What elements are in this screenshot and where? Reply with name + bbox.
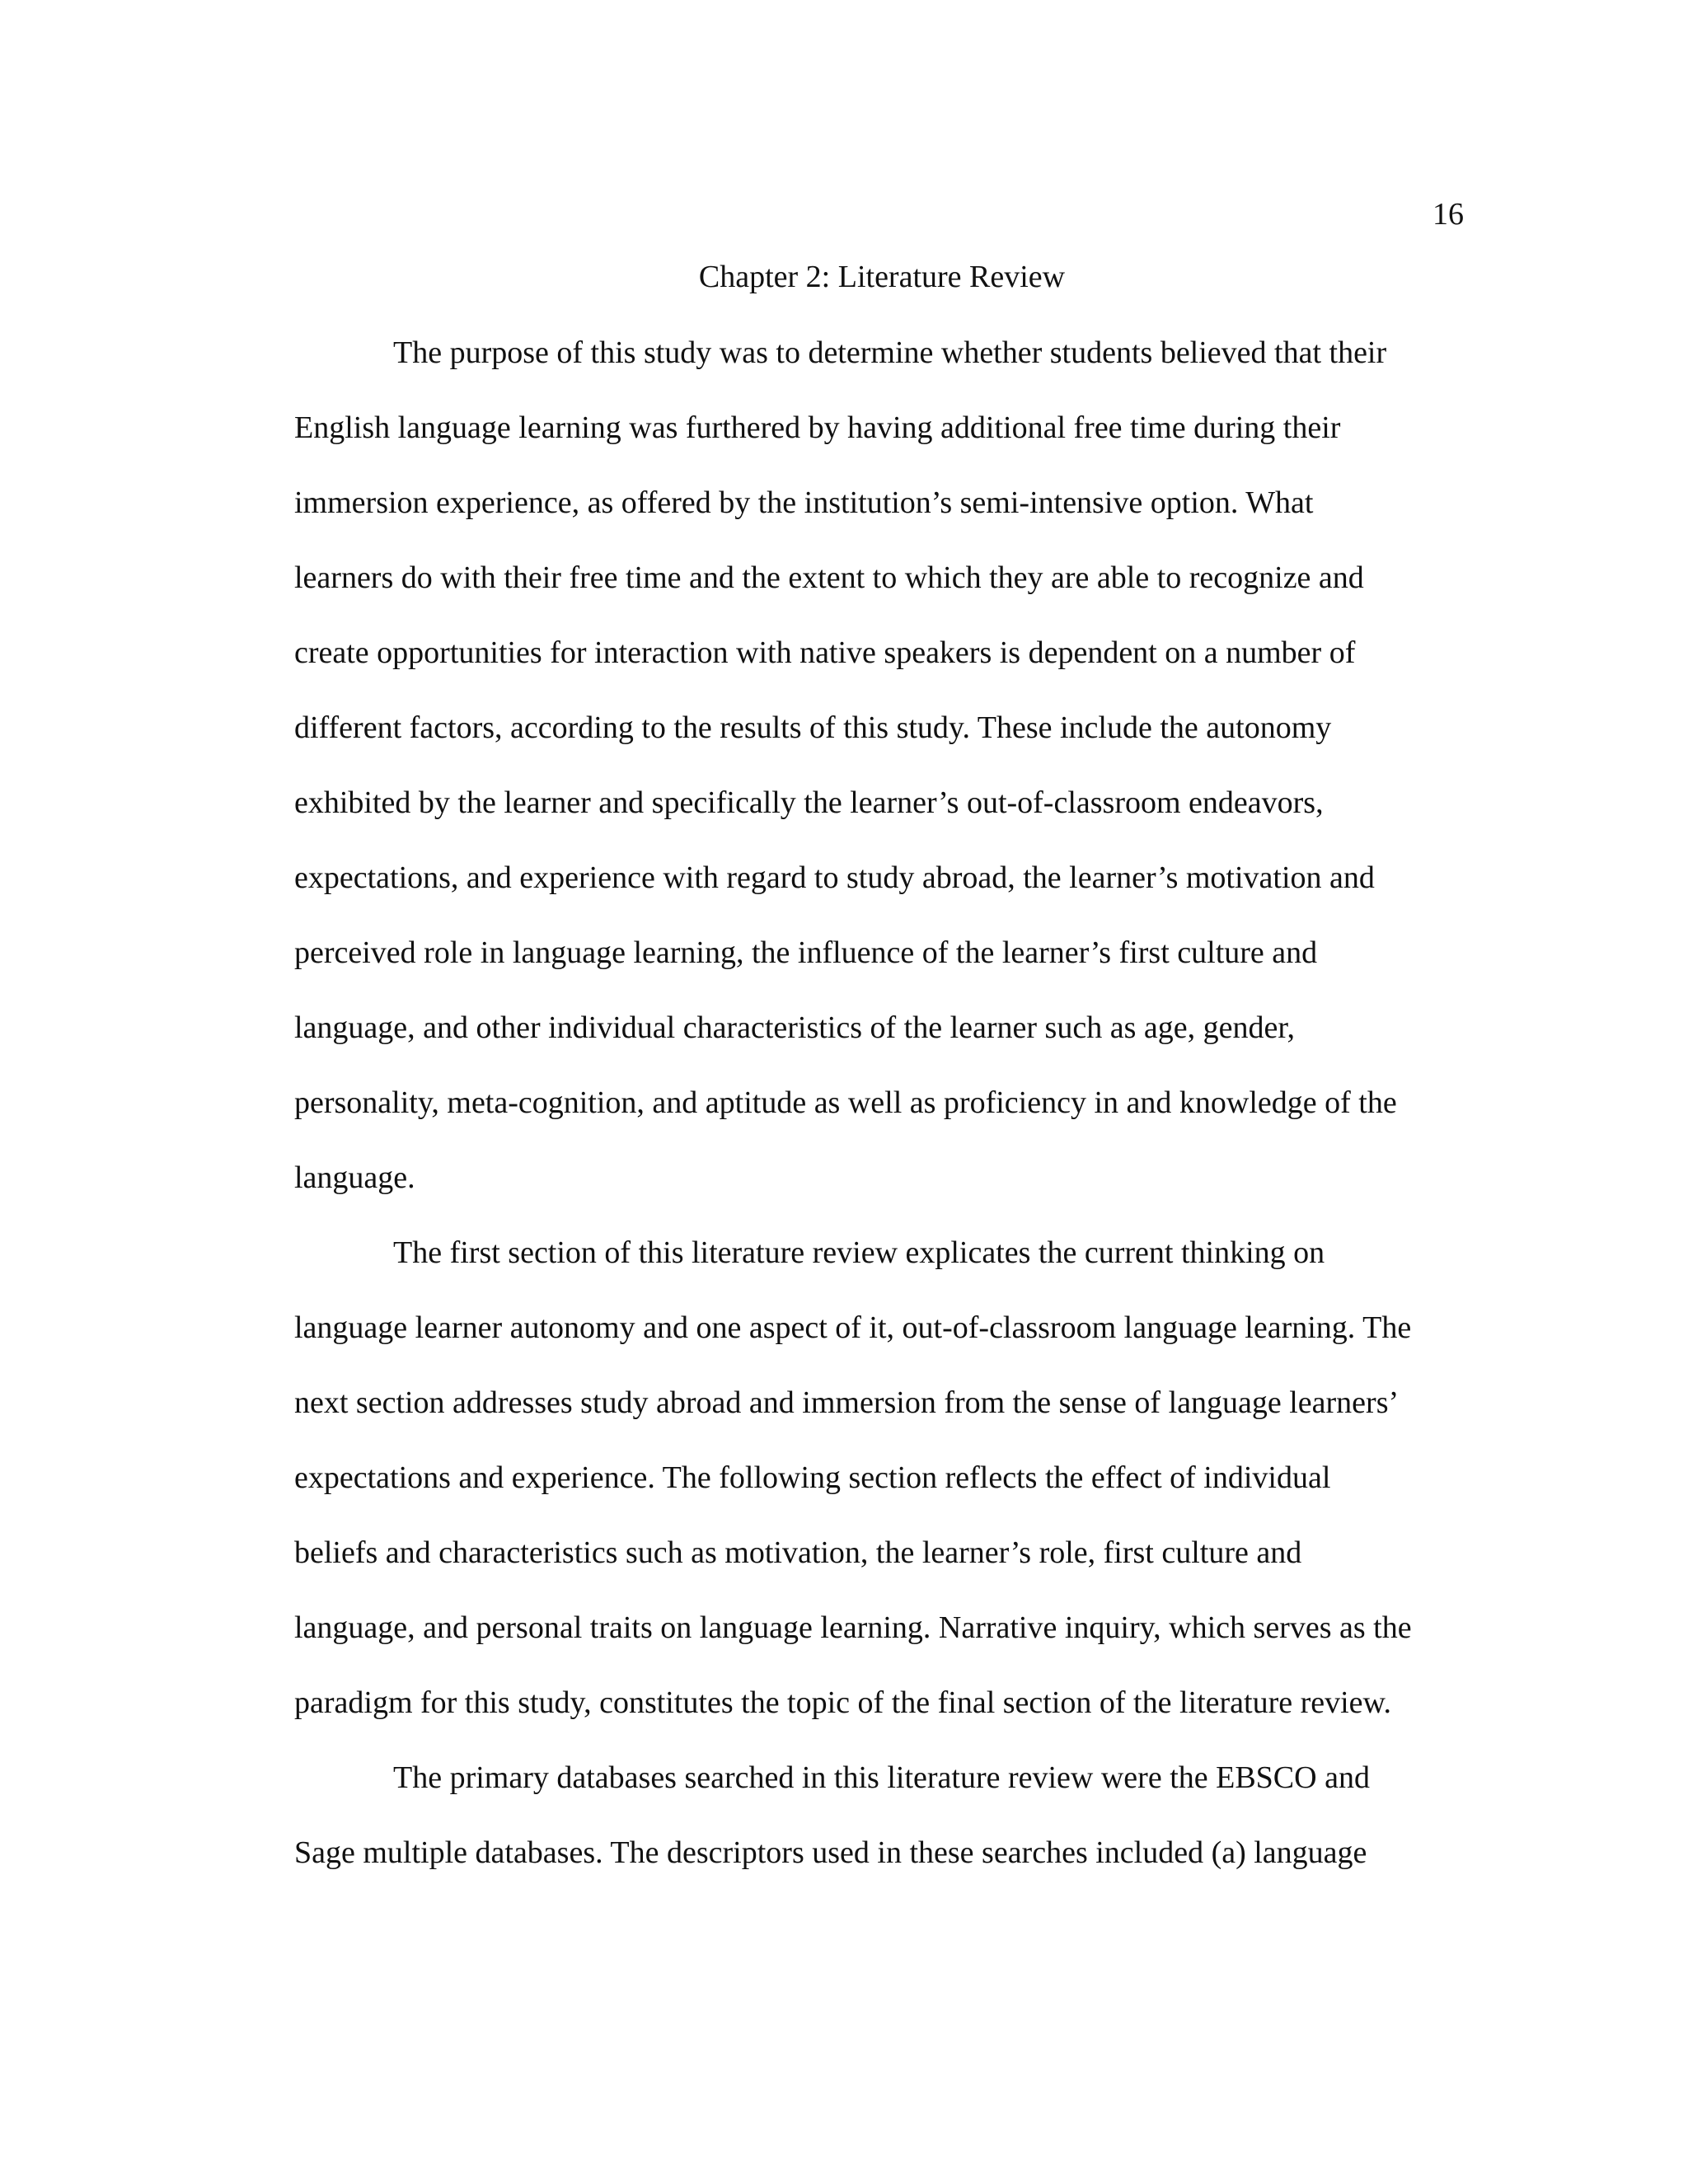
- paragraph-1-line: English language learning was furthered by having additional free time during their: [294, 410, 1341, 445]
- paragraph-2-line: beliefs and characteristics such as motivation, the learner’s role, first culture and: [294, 1535, 1302, 1570]
- paragraph-1-line: learners do with their free time and the extent to which they are able to recognize and: [294, 560, 1364, 595]
- paragraph-1-line: perceived role in language learning, the influence of the learner’s first culture and: [294, 935, 1318, 970]
- paragraph-1-line: exhibited by the learner and specifically the learner’s out-of-classroom endeavors,: [294, 785, 1324, 820]
- paragraph-2-line: paradigm for this study, constitutes the topic of the final section of the literature review.: [294, 1685, 1392, 1720]
- page-number: 16: [1432, 197, 1464, 232]
- paragraph-1-line: immersion experience, as offered by the institution’s semi-intensive option. What: [294, 485, 1314, 520]
- paragraph-2-line: The first section of this literature review explicates the current thinking on: [393, 1235, 1325, 1270]
- paragraph-3-line: The primary databases searched in this literature review were the EBSCO and: [393, 1760, 1370, 1795]
- paragraph-1-line: language.: [294, 1160, 415, 1195]
- chapter-title: Chapter 2: Literature Review: [698, 260, 1066, 294]
- paragraph-2-line: next section addresses study abroad and immersion from the sense of language learners’: [294, 1385, 1400, 1420]
- paragraph-1-line: create opportunities for interaction with native speakers is dependent on a number of: [294, 635, 1356, 670]
- paragraph-1-line: The purpose of this study was to determine whether students believed that their: [393, 335, 1387, 370]
- paragraph-2-line: expectations and experience. The following section reflects the effect of individual: [294, 1460, 1331, 1495]
- paragraph-2-line: language learner autonomy and one aspect of it, out-of-classroom language learning. The: [294, 1310, 1412, 1345]
- paragraph-1-line: language, and other individual characteristics of the learner such as age, gender,: [294, 1010, 1295, 1045]
- paragraph-1-line: personality, meta-cognition, and aptitude as well as proficiency in and knowledge of the: [294, 1085, 1397, 1120]
- paragraph-2-line: language, and personal traits on language learning. Narrative inquiry, which serves as the: [294, 1610, 1412, 1645]
- paragraph-3-line: Sage multiple databases. The descriptors used in these searches included (a) language: [294, 1835, 1367, 1870]
- paragraph-1-line: different factors, according to the results of this study. These include the autonomy: [294, 710, 1332, 745]
- paragraph-1-line: expectations, and experience with regard to study abroad, the learner’s motivation and: [294, 860, 1375, 895]
